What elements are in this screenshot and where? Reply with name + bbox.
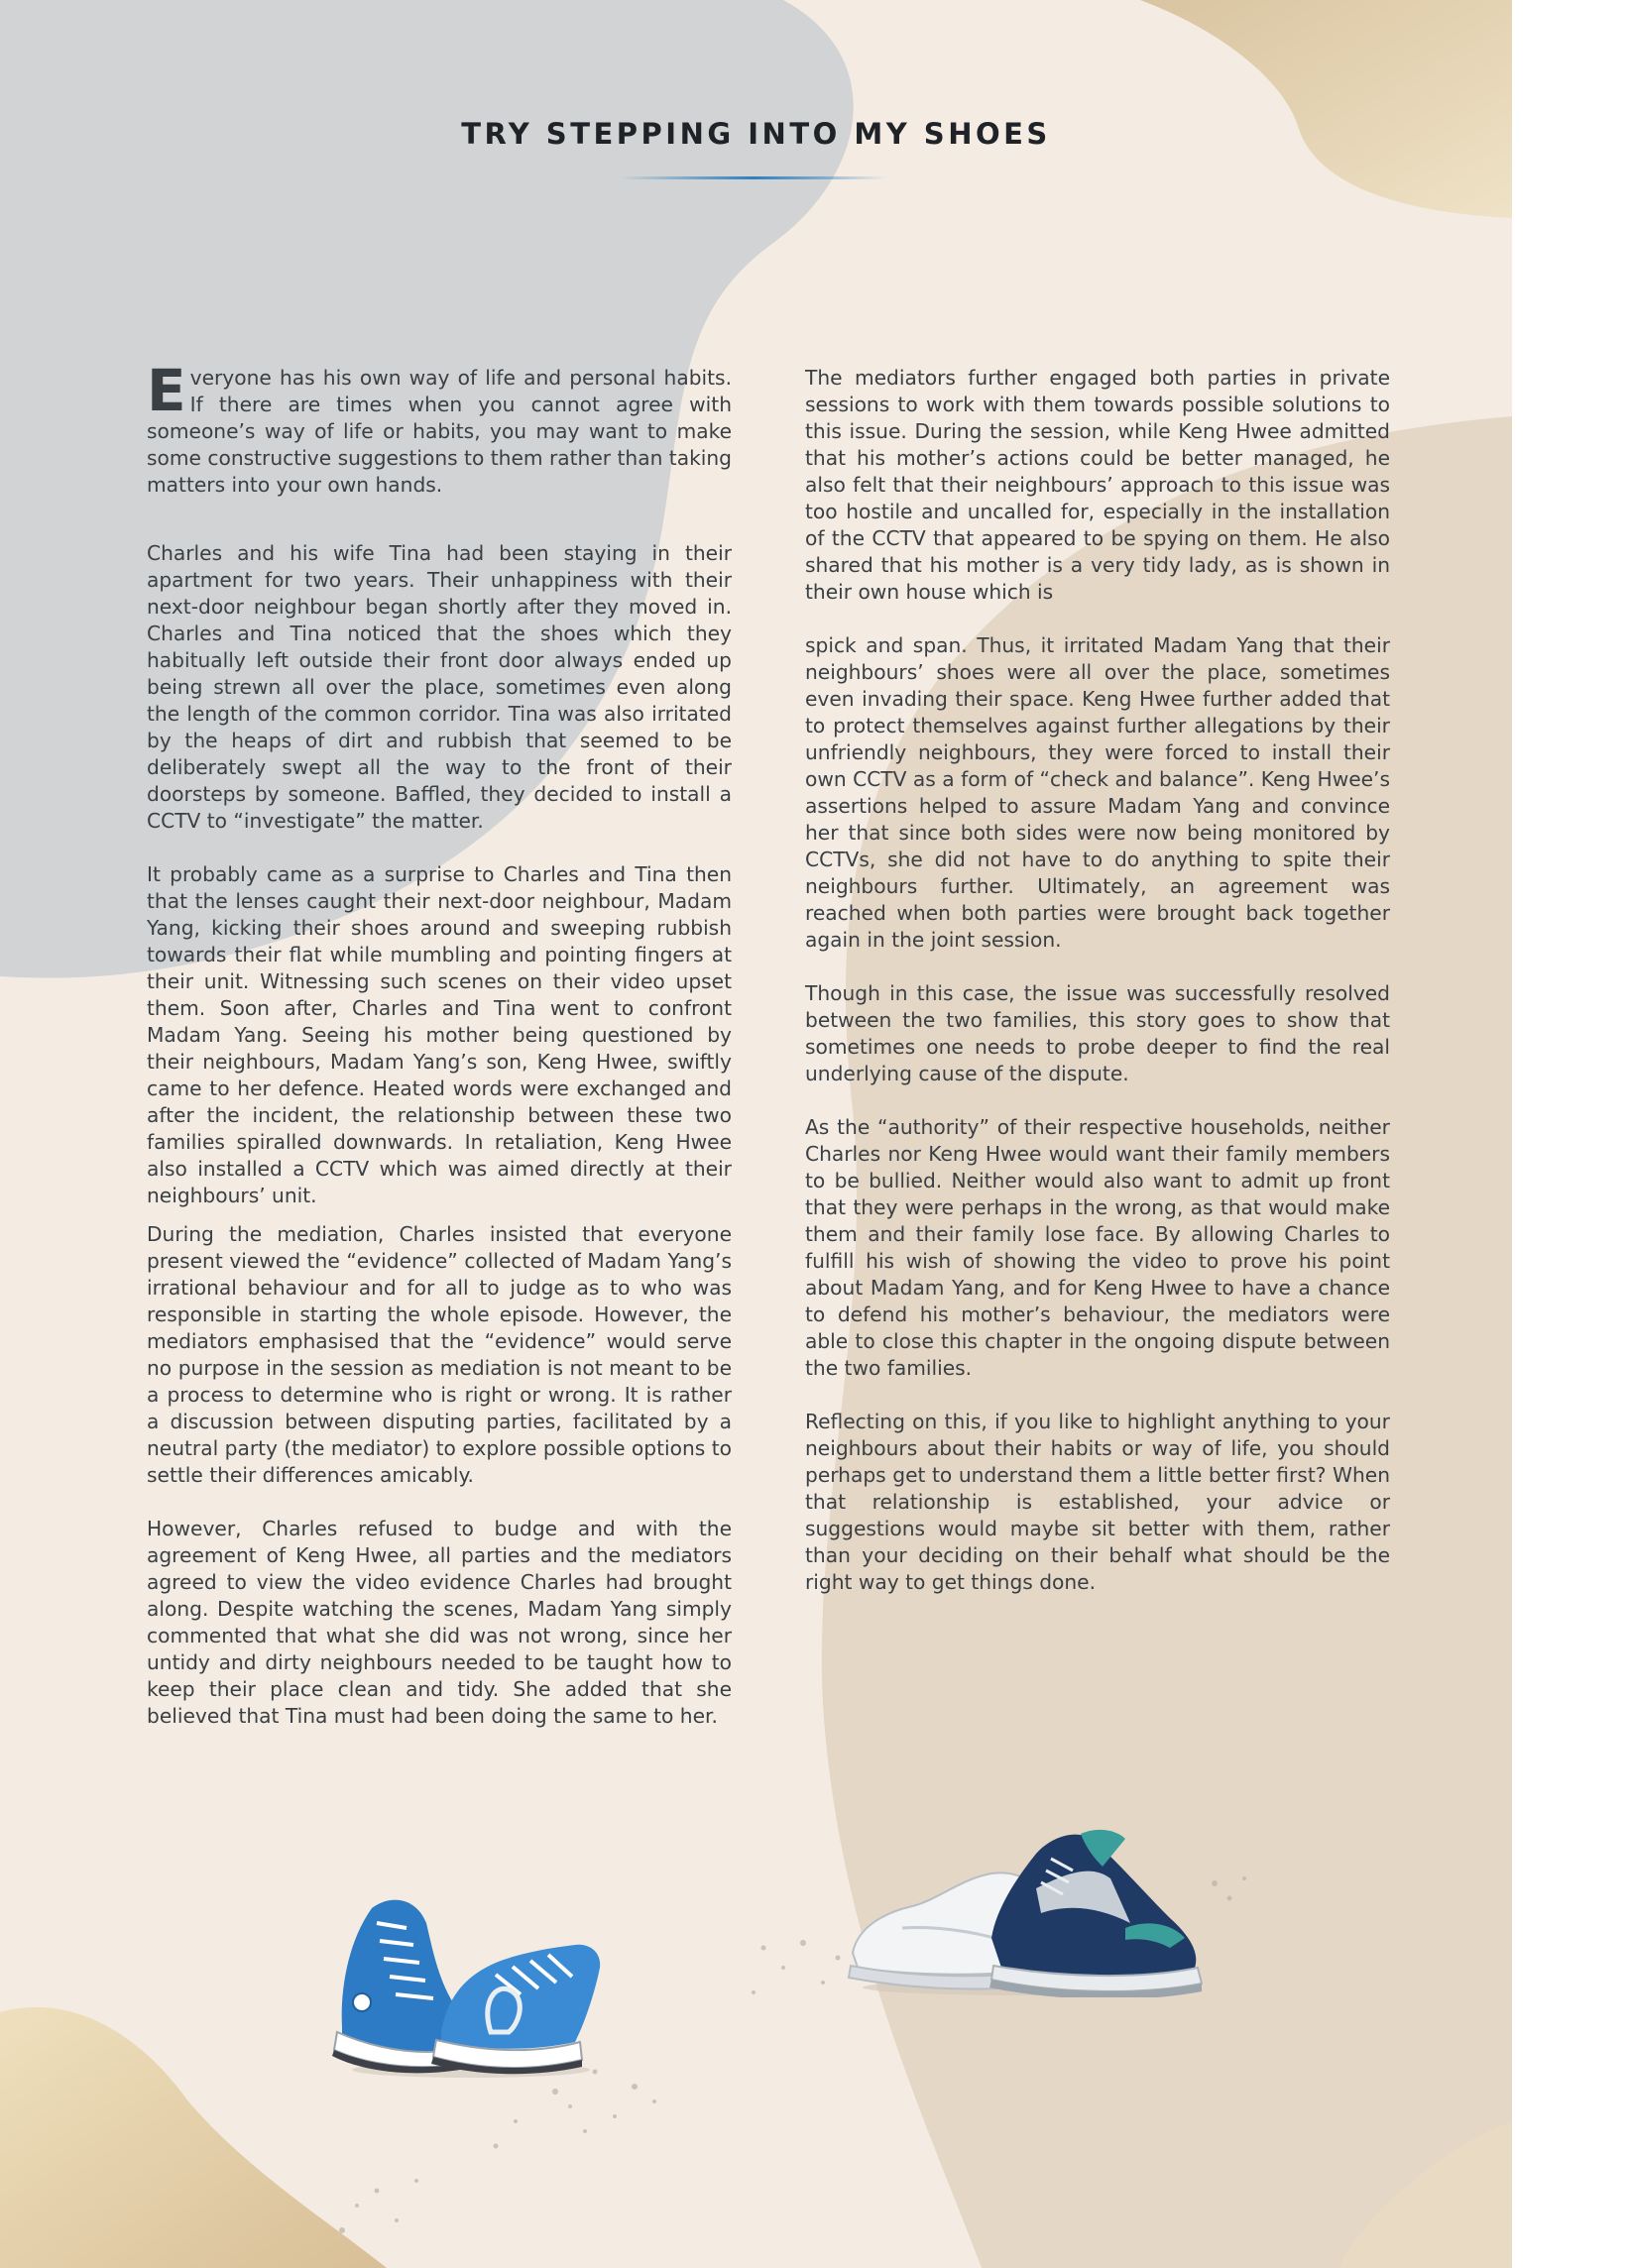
body-paragraph: spick and span. Thus, it irritated Madam Yang that their neighbours’ shoes were all over the place, sometimes even invading their space. Keng Hwee further added that to protect themselves against further allegations by their unfriendly neighbours, they were forced to install their own CCTV as a form of “check and balance”. Keng Hwee’s assertions helped to assure Madam Yang and convince her that since both sides were now being monitored by CCTVs, she did not have to do anything to spite their neighbours further. Ultimately, an agreement was reached when both parties were brought back together again in the joint session. xyxy=(805,633,1390,952)
page-title: TRY STEPPING INTO MY SHOES xyxy=(461,117,1051,151)
gold-blob-top-right xyxy=(1140,0,1512,218)
title-underline xyxy=(620,176,887,179)
intro-paragraph xyxy=(147,357,732,499)
body-paragraph: However, Charles refused to budge and with the agreement of Keng Hwee, all parties and the mediators agreed to view the video evidence Charles had brought along. Despite watching the scenes, Madam Yang simply commented that what she did was not wrong, since her untidy and dirty neighbours needed to be taught how to keep their place clean and tidy. She added that she believed that Tina must had been doing the same to her. xyxy=(147,1517,732,1728)
dropcap-letter: E xyxy=(147,357,186,424)
blue-high-top-sneakers-icon xyxy=(322,1883,610,2082)
body-paragraph: Though in this case, the issue was successfully resolved between the two families, this story goes to show that sometimes one needs to probe deeper to find the real underlying cause of the dispute. xyxy=(805,981,1390,1085)
intro-paragraph-text: veryone has his own way of life and personal habits. If there are times when you cannot agree with someone’s way of life or habits, you may want to make some constructive suggestions to them rather than taking matters into your own hands. xyxy=(147,366,732,497)
right-column xyxy=(805,365,1390,1623)
left-column xyxy=(147,357,732,1757)
body-paragraph: Reflecting on this, if you like to highlight anything to your neighbours about their habits or way of life, you should perhaps get to understand them a little better first? When that relationship is established, your advice or suggestions would maybe sit better with them, rather than your deciding on their behalf what should be the right way to get things done. xyxy=(805,1410,1390,1594)
body-paragraph: The mediators further engaged both parties in private sessions to work with them towards possible solutions to this issue. During the session, while Keng Hwee admitted that his mother’s actions could be better managed, he also felt that their neighbours’ approach to this issue was too hostile and uncalled for, especially in the installation of the CCTV that appeared to be spying on them. He also shared that his mother is a very tidy lady, as is shown in their own house which is xyxy=(805,366,1390,604)
body-paragraph: Charles and his wife Tina had been staying in their apartment for two years. Their unhappiness with their next-door neighbour began shortly after they moved in. Charles and Tina noticed that the shoes which they habitually left outside their front door always ended up being strewn all over the place, sometimes even along the length of the common corridor. Tina was also irritated by the heaps of dirt and rubbish that seemed to be deliberately swept all the way to the front of their doorsteps by someone. Baffled, they decided to install a CCTV to “investigate” the matter. xyxy=(147,541,732,833)
body-paragraph: It probably came as a surprise to Charles and Tina then that the lenses caught their next-door neighbour, Madam Yang, kicking their shoes around and sweeping rubbish towards their flat while mumbling and pointing fingers at their unit. Witnessing such scenes on their video upset them. Soon after, Charles and Tina went to confront Madam Yang. Seeing his mother being questioned by their neighbours, Madam Yang’s son, Keng Hwee, swiftly came to her defence. Heated words were exchanged and after the incident, the relationship between these two families spiralled downwards. In retaliation, Keng Hwee also installed a CCTV which was aimed directly at their neighbours’ unit. xyxy=(147,862,732,1207)
white-and-navy-sneakers-icon xyxy=(843,1819,1215,1997)
body-paragraph: As the “authority” of their respective households, neither Charles nor Keng Hwee would want their family members to be bullied. Neither would also want to admit up front that they were perhaps in the wrong, as that would make them and their family lose face. By allowing Charles to fulfill his wish of showing the video to prove his point about Madam Yang, and for Keng Hwee to have a chance to defend his mother’s behaviour, the mediators were able to close this chapter in the ongoing dispute between the two families. xyxy=(805,1115,1390,1380)
body-paragraph: During the mediation, Charles insisted that everyone present viewed the “evidence” collected of Madam Yang’s irrational behaviour and for all to judge as to who was responsible in starting the whole episode. However, the mediators emphasised that the “evidence” would serve no purpose in the session as mediation is not meant to be a process to determine who is right or wrong. It is rather a discussion between disputing parties, facilitated by a neutral party (the mediator) to explore possible options to settle their differences amicably. xyxy=(147,1222,732,1487)
